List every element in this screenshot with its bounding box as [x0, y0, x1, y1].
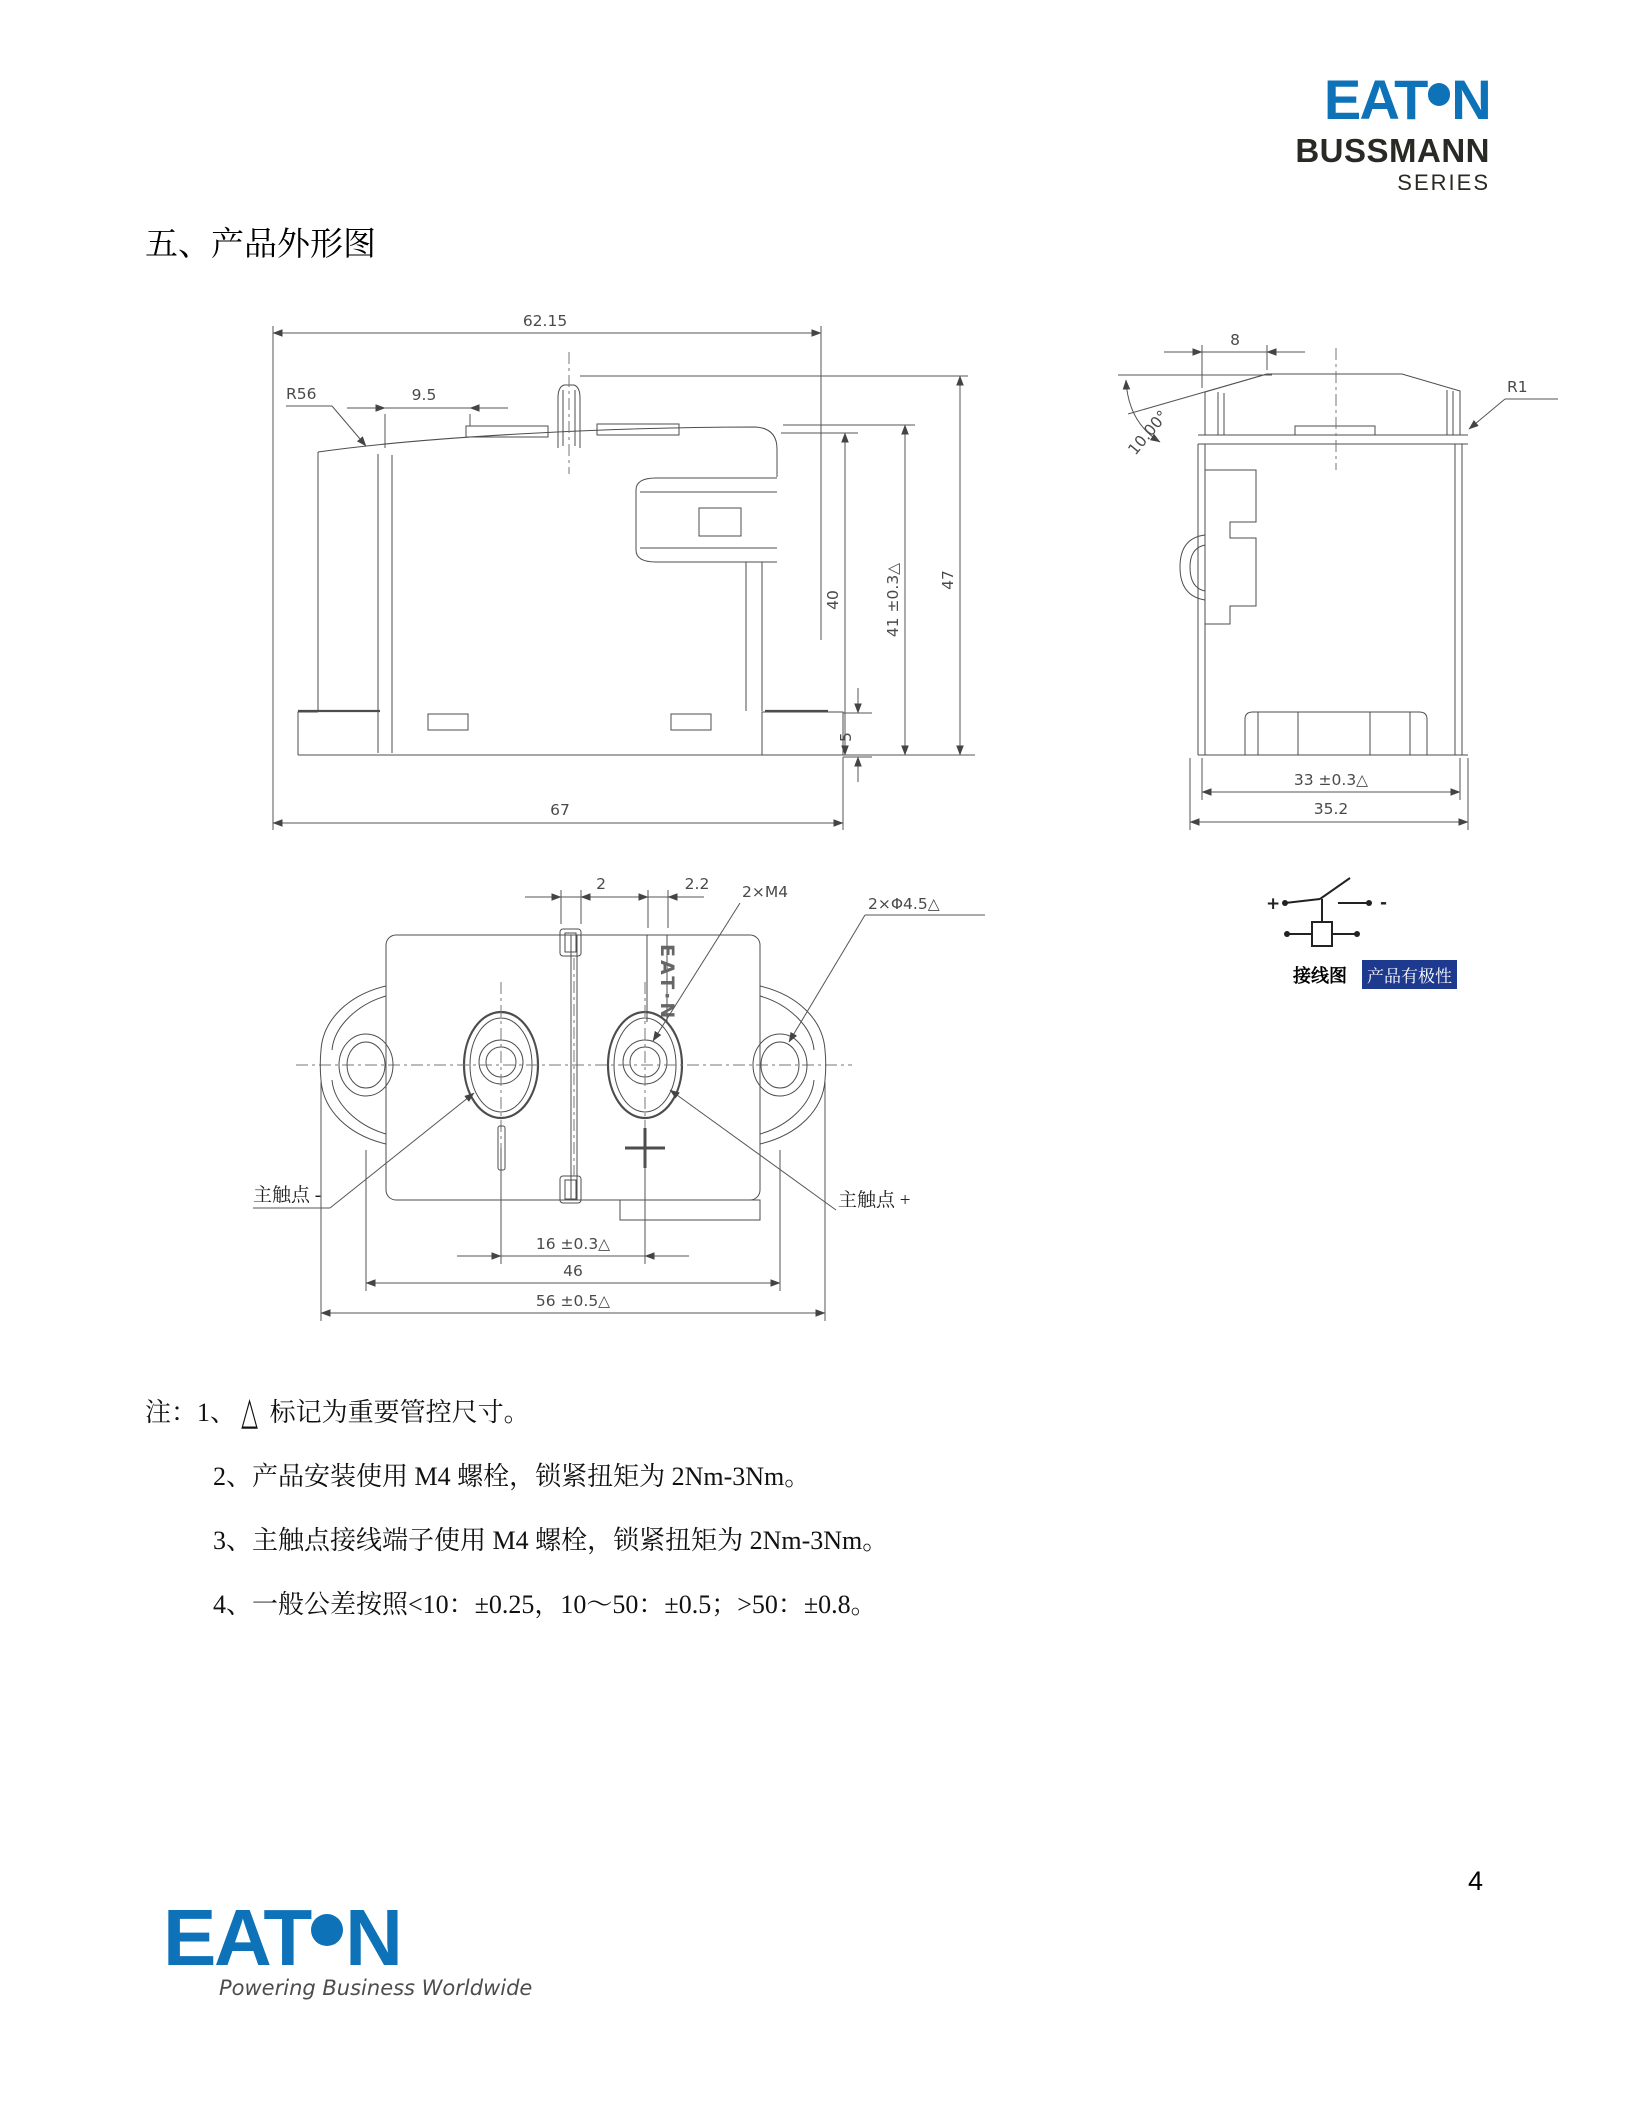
dim-rib-2-2: 2.2 — [684, 875, 710, 893]
note-line-2: 2、产品安装使用 M4 螺栓，锁紧扭矩为 2Nm-3Nm。 — [213, 1462, 811, 1491]
footer-brand — [163, 1893, 401, 1982]
section-title: 五、产品外形图 — [145, 227, 376, 263]
eaton-logo-text-right: N — [1451, 68, 1490, 131]
thread-callout-2xm4: 2×M4 — [742, 883, 789, 901]
footer-eaton-text-right: N — [345, 1893, 401, 1982]
triangle-mark-icon: △ — [241, 1390, 258, 1433]
wiring-diagram — [1266, 878, 1387, 946]
front-view-outline — [298, 352, 843, 755]
front-view-drawing — [273, 312, 975, 830]
dim-foot-5: 5 — [837, 732, 855, 742]
dim-body-46: 46 — [563, 1262, 583, 1280]
dim-height-40: 40 — [824, 590, 842, 610]
note-line-1 — [145, 1390, 530, 1433]
wiring-minus-label: - — [1380, 893, 1388, 913]
footer-eaton-text-left: EAT — [163, 1893, 310, 1982]
page-number: 4 — [1468, 1866, 1484, 1896]
molded-eaton-logo: EAT·N — [656, 944, 678, 1022]
top-view-outline — [296, 929, 852, 1220]
main-contact-plus-label: 主触点 + — [838, 1190, 911, 1211]
dim-height-47: 47 — [939, 570, 957, 590]
note-line-3: 3、主触点接线端子使用 M4 螺栓，锁紧扭矩为 2Nm-3Nm。 — [213, 1526, 889, 1555]
footer-tagline: Powering Business Worldwide — [219, 1976, 533, 2000]
series-wordmark: SERIES — [1397, 170, 1490, 195]
dim-pitch-16: 16 ±0.3△ — [535, 1235, 611, 1253]
dim-width-35-2: 35.2 — [1313, 800, 1349, 818]
dim-offset: 9.5 — [411, 386, 437, 404]
side-view-outline — [1180, 348, 1468, 755]
mounting-ear-right — [760, 986, 826, 1144]
coil-symbol — [1312, 922, 1332, 946]
note-1-text: 标记为重要管控尺寸。 — [263, 1398, 530, 1427]
wiring-diagram-caption: 接线图 — [1293, 966, 1347, 986]
dim-overall-56: 56 ±0.5△ — [535, 1292, 611, 1310]
radius-label-r1: R1 — [1507, 378, 1528, 396]
hole-callout-2xdia4-5: 2×Φ4.5△ — [868, 895, 940, 913]
wiring-plus-label: + — [1266, 894, 1281, 914]
dim-gap-2: 2 — [596, 875, 606, 893]
eaton-logo-text-left: EAT — [1323, 68, 1427, 131]
side-view-drawing — [1118, 331, 1558, 830]
footer-eaton-dot-icon — [311, 1914, 343, 1946]
dim-angle-10deg: 10.00° — [1124, 407, 1172, 459]
side-connector-bracket — [1205, 470, 1256, 624]
top-view-drawing — [253, 875, 985, 1321]
dim-height-41: 41 ±0.3△ — [884, 562, 902, 638]
main-contact-minus-label: 主触点 - — [253, 1185, 322, 1206]
bussmann-wordmark: BUSSMANN — [1295, 132, 1490, 169]
note-line-4: 4、一般公差按照<10：±0.25，10～50：±0.5；>50：±0.8。 — [213, 1590, 877, 1619]
dim-width-top: 62.15 — [522, 312, 568, 330]
polarity-highlight-note: 产品有极性 — [1362, 960, 1457, 989]
top-view-dimensions — [253, 875, 985, 1321]
switch-blade — [1320, 878, 1350, 899]
note-1-prefix: 注：1、 — [145, 1398, 237, 1427]
dim-width-bottom: 67 — [550, 801, 570, 819]
dim-top-8: 8 — [1230, 331, 1240, 349]
connector-window — [699, 508, 741, 536]
dim-width-33: 33 ±0.3△ — [1293, 771, 1369, 789]
radius-label-r56: R56 — [286, 385, 317, 403]
footer-eaton-logo — [163, 1893, 401, 1982]
